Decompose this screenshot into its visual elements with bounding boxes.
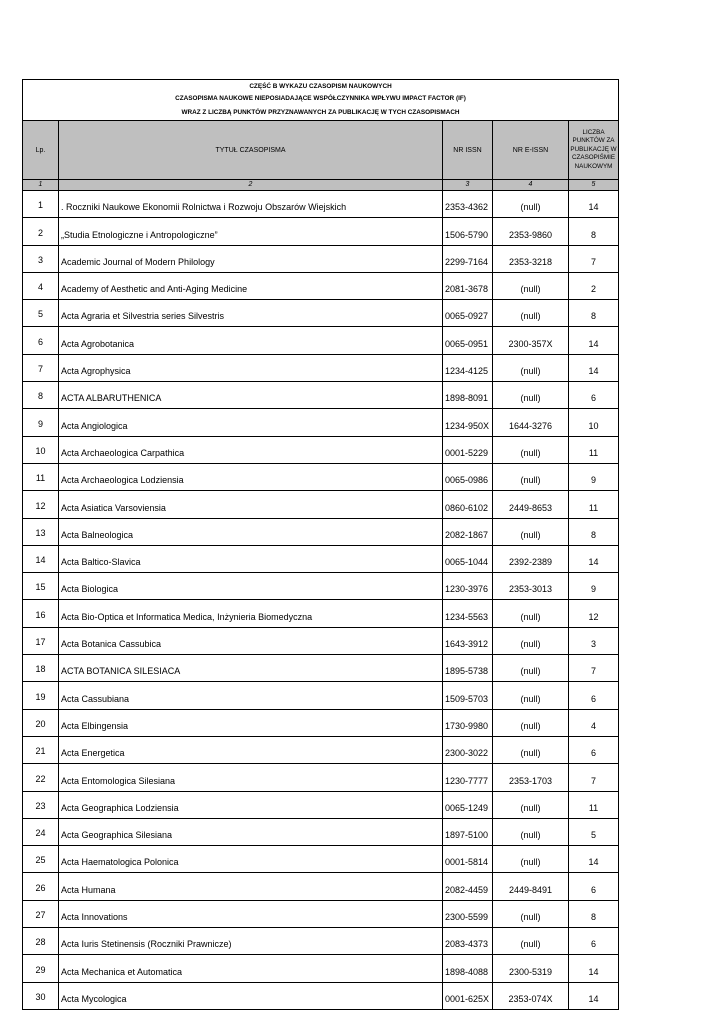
eissn-cell: (null) [493,846,569,873]
table-row [23,655,619,682]
eissn-cell: (null) [493,191,569,218]
issn-cell: 1234-4125 [443,354,493,381]
journal-title: Acta Biologica [59,573,443,600]
eissn-cell: (null) [493,436,569,463]
table-row [23,245,619,272]
eissn-cell: 1644-3276 [493,409,569,436]
eissn-cell: 2353-3013 [493,573,569,600]
column-number: 1 [23,180,59,191]
issn-cell: 2083-4373 [443,928,493,955]
row-number: 23 [23,791,59,818]
table-row [23,382,619,409]
issn-cell: 0001-5229 [443,436,493,463]
table-row [23,682,619,709]
issn-cell: 1230-3976 [443,573,493,600]
journal-title: Acta Elbingensia [59,709,443,736]
journal-title: Acta Cassubiana [59,682,443,709]
journal-title: Acta Haematologica Polonica [59,846,443,873]
issn-cell: 1230-7777 [443,764,493,791]
table-row [23,300,619,327]
row-number: 1 [23,191,59,218]
row-number: 16 [23,600,59,627]
table-row [23,982,619,1009]
points-cell: 11 [569,791,619,818]
column-number: 3 [443,180,493,191]
column-header-row [23,121,619,180]
issn-cell: 0065-0927 [443,300,493,327]
points-cell: 6 [569,736,619,763]
points-cell: 4 [569,709,619,736]
eissn-cell: (null) [493,655,569,682]
issn-cell: 0065-0986 [443,463,493,490]
eissn-cell: 2353-074X [493,982,569,1009]
table-row [23,491,619,518]
points-cell: 12 [569,600,619,627]
column-header-lp: Lp. [23,121,59,180]
eissn-cell: (null) [493,463,569,490]
journal-title: Acta Archaeologica Lodziensia [59,463,443,490]
issn-cell: 1730-9980 [443,709,493,736]
journal-title: Acta Agrophysica [59,354,443,381]
eissn-cell: (null) [493,518,569,545]
table-row [23,928,619,955]
row-number: 7 [23,354,59,381]
header-title-row [23,80,619,94]
issn-cell: 0065-0951 [443,327,493,354]
column-number: 2 [59,180,443,191]
issn-cell: 1898-4088 [443,955,493,982]
eissn-cell: (null) [493,709,569,736]
row-number: 28 [23,928,59,955]
issn-cell: 0860-6102 [443,491,493,518]
row-number: 20 [23,709,59,736]
table-row [23,818,619,845]
issn-cell: 2353-4362 [443,191,493,218]
row-number: 21 [23,736,59,763]
issn-cell: 2299-7164 [443,245,493,272]
journal-list-sheet [22,79,618,1010]
table-row [23,736,619,763]
row-number: 5 [23,300,59,327]
eissn-cell: (null) [493,791,569,818]
points-cell: 9 [569,463,619,490]
column-header-issn: NR ISSN [443,121,493,180]
eissn-cell: (null) [493,818,569,845]
issn-cell: 1506-5790 [443,218,493,245]
journal-title: ACTA ALBARUTHENICA [59,382,443,409]
eissn-cell: (null) [493,736,569,763]
eissn-cell: (null) [493,682,569,709]
row-number: 29 [23,955,59,982]
points-cell: 14 [569,545,619,572]
table-row [23,409,619,436]
eissn-cell: 2353-9860 [493,218,569,245]
row-number: 9 [23,409,59,436]
column-header-points: LICZBA PUNKTÓW ZA PUBLIKACJĘ W CZASOPIŚMIE NAUKOWYM [569,121,619,180]
row-number: 6 [23,327,59,354]
points-cell: 8 [569,300,619,327]
row-number: 18 [23,655,59,682]
row-number: 3 [23,245,59,272]
issn-cell: 1234-5563 [443,600,493,627]
journal-title: Academy of Aesthetic and Anti-Aging Medicine [59,272,443,299]
journal-title: ACTA BOTANICA SILESIACA [59,655,443,682]
header-line-3: WRAZ Z LICZBĄ PUNKTÓW PRZYZNAWANYCH ZA PUBLIKACJĘ W TYCH CZASOPISMACH [23,105,619,121]
row-number: 26 [23,873,59,900]
row-number: 19 [23,682,59,709]
eissn-cell: (null) [493,354,569,381]
points-cell: 11 [569,436,619,463]
eissn-cell: (null) [493,600,569,627]
row-number: 25 [23,846,59,873]
table-row [23,846,619,873]
points-cell: 8 [569,900,619,927]
issn-cell: 0065-1249 [443,791,493,818]
row-number: 24 [23,818,59,845]
journal-table [22,79,619,1010]
table-row [23,327,619,354]
journal-title: Acta Botanica Cassubica [59,627,443,654]
eissn-cell: 2449-8653 [493,491,569,518]
table-row [23,791,619,818]
row-number: 15 [23,573,59,600]
table-row [23,545,619,572]
eissn-cell: (null) [493,900,569,927]
table-row [23,627,619,654]
table-row [23,573,619,600]
row-number: 4 [23,272,59,299]
row-number: 12 [23,491,59,518]
journal-title: Acta Entomologica Silesiana [59,764,443,791]
issn-cell: 1509-5703 [443,682,493,709]
issn-cell: 1895-5738 [443,655,493,682]
points-cell: 6 [569,382,619,409]
column-number: 5 [569,180,619,191]
points-cell: 8 [569,218,619,245]
points-cell: 7 [569,764,619,791]
table-row [23,272,619,299]
issn-cell: 0001-5814 [443,846,493,873]
row-number: 27 [23,900,59,927]
journal-title: Acta Iuris Stetinensis (Roczniki Prawnicze) [59,928,443,955]
issn-cell: 2081-3678 [443,272,493,299]
issn-cell: 2300-3022 [443,736,493,763]
issn-cell: 2082-1867 [443,518,493,545]
points-cell: 2 [569,272,619,299]
eissn-cell: (null) [493,300,569,327]
row-number: 14 [23,545,59,572]
points-cell: 3 [569,627,619,654]
points-cell: 10 [569,409,619,436]
eissn-cell: 2300-357X [493,327,569,354]
journal-title: Acta Energetica [59,736,443,763]
table-row [23,955,619,982]
points-cell: 14 [569,955,619,982]
journal-title: Acta Archaeologica Carpathica [59,436,443,463]
journal-title: Acta Mechanica et Automatica [59,955,443,982]
points-cell: 11 [569,491,619,518]
table-row [23,218,619,245]
table-row [23,436,619,463]
issn-cell: 1898-8091 [443,382,493,409]
journal-title: Acta Bio-Optica et Informatica Medica, Inżynieria Biomedyczna [59,600,443,627]
header-title-row [23,105,619,121]
journal-title: Acta Angiologica [59,409,443,436]
row-number: 2 [23,218,59,245]
points-cell: 9 [569,573,619,600]
issn-cell: 0065-1044 [443,545,493,572]
table-row [23,764,619,791]
row-number: 8 [23,382,59,409]
points-cell: 7 [569,655,619,682]
issn-cell: 2082-4459 [443,873,493,900]
issn-cell: 0001-625X [443,982,493,1009]
points-cell: 6 [569,682,619,709]
points-cell: 5 [569,818,619,845]
issn-cell: 1897-5100 [443,818,493,845]
journal-title: Acta Asiatica Varsoviensia [59,491,443,518]
points-cell: 6 [569,873,619,900]
points-cell: 14 [569,846,619,873]
eissn-cell: (null) [493,627,569,654]
eissn-cell: 2353-1703 [493,764,569,791]
points-cell: 14 [569,354,619,381]
journal-title: „Studia Etnologiczne i Antropologiczne” [59,218,443,245]
header-title-row [23,93,619,105]
points-cell: 14 [569,327,619,354]
table-row [23,900,619,927]
row-number: 10 [23,436,59,463]
points-cell: 14 [569,191,619,218]
row-number: 30 [23,982,59,1009]
row-number: 13 [23,518,59,545]
table-row [23,354,619,381]
table-row [23,600,619,627]
points-cell: 6 [569,928,619,955]
issn-cell: 1234-950X [443,409,493,436]
row-number: 17 [23,627,59,654]
eissn-cell: 2300-5319 [493,955,569,982]
column-header-eissn: NR E-ISSN [493,121,569,180]
journal-title: Acta Agraria et Silvestria series Silvestris [59,300,443,327]
journal-title: Acta Humana [59,873,443,900]
issn-cell: 1643-3912 [443,627,493,654]
table-row [23,518,619,545]
table-row [23,463,619,490]
points-cell: 7 [569,245,619,272]
journal-title: Acta Geographica Silesiana [59,818,443,845]
points-cell: 8 [569,518,619,545]
journal-title: . Roczniki Naukowe Ekonomii Rolnictwa i Rozwoju Obszarów Wiejskich [59,191,443,218]
eissn-cell: (null) [493,382,569,409]
journal-title: Acta Mycologica [59,982,443,1009]
points-cell: 14 [569,982,619,1009]
eissn-cell: (null) [493,272,569,299]
column-number-row [23,180,619,191]
column-number: 4 [493,180,569,191]
column-header-title: TYTUŁ CZASOPISMA [59,121,443,180]
journal-title: Acta Geographica Lodziensia [59,791,443,818]
eissn-cell: 2353-3218 [493,245,569,272]
eissn-cell: 2449-8491 [493,873,569,900]
table-row [23,873,619,900]
header-line-2: CZASOPISMA NAUKOWE NIEPOSIADAJĄCE WSPÓŁCZYNNIKA WPŁYWU IMPACT FACTOR (IF) [23,93,619,105]
row-number: 11 [23,463,59,490]
issn-cell: 2300-5599 [443,900,493,927]
row-number: 22 [23,764,59,791]
eissn-cell: (null) [493,928,569,955]
journal-title: Acta Balneologica [59,518,443,545]
journal-title: Acta Innovations [59,900,443,927]
table-row [23,191,619,218]
table-row [23,709,619,736]
journal-title: Acta Baltico-Slavica [59,545,443,572]
header-line-1: CZĘŚĆ B WYKAZU CZASOPISM NAUKOWYCH [23,80,619,94]
eissn-cell: 2392-2389 [493,545,569,572]
journal-title: Acta Agrobotanica [59,327,443,354]
journal-title: Academic Journal of Modern Philology [59,245,443,272]
